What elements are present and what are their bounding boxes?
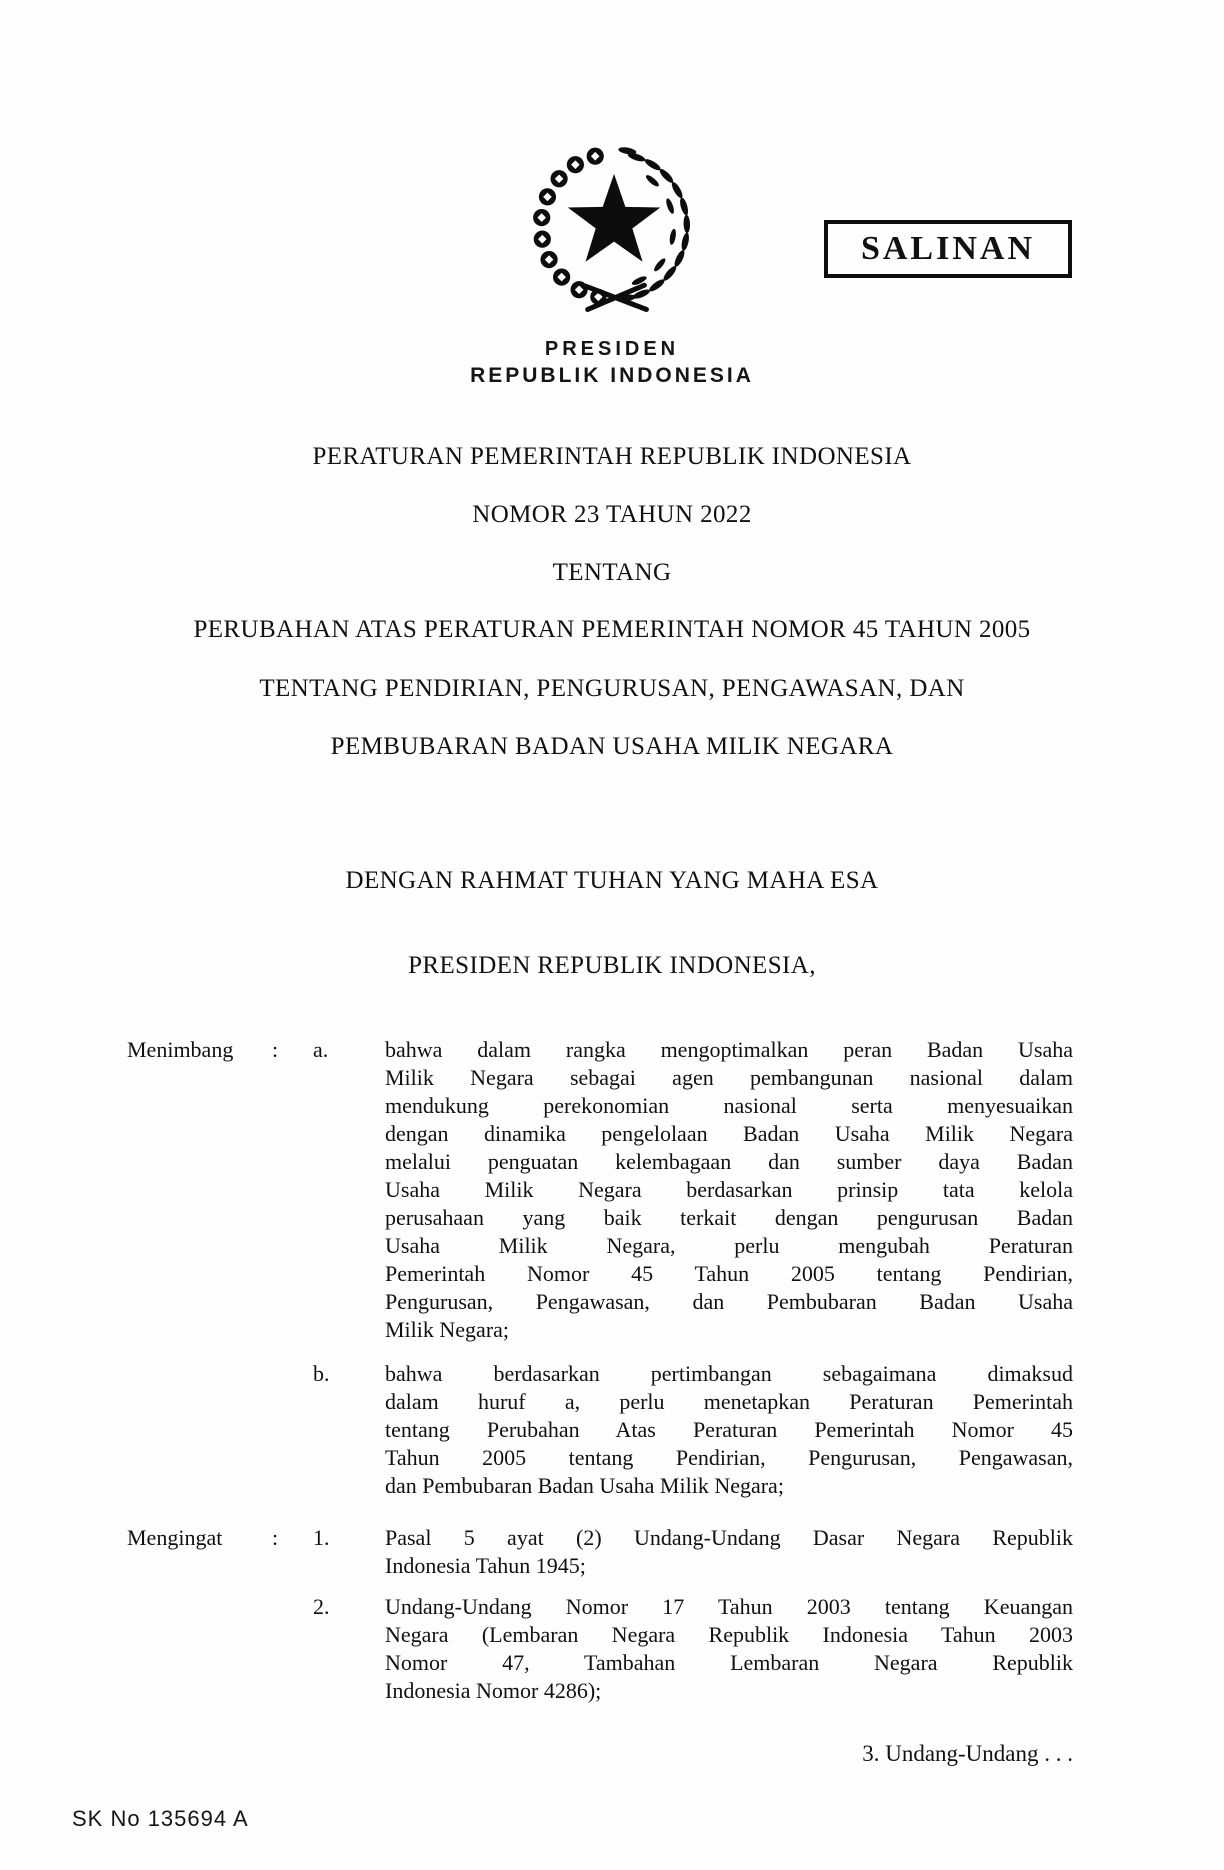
considering-section <box>127 1036 1073 1500</box>
item-text-a: bahwa dalam rangka mengoptimalkan peran Badan Usaha Milik Negara sebagai agen pembangunan nasional dalam mendukung perekonomian nasional serta menyesuaikan dengan dinamika pengelolaan Badan Usaha Milik Negara melalui penguatan kelembagaan dan sumber daya Badan Usaha Milik Negara berdasarkan prinsip tata kelola perusahaan yang baik terkait dengan pengurusan Badan Usaha Milik Negara, perlu mengubah Peraturan Pemerintah Nomor 45 Tahun 2005 tentang Pendirian, Pengurusan, Pengawasan, dan Pembubaran Badan Usaha Milik Negara; <box>385 1037 1073 1342</box>
legal-basis-label: Mengingat <box>127 1525 223 1550</box>
subject-line-1: PERUBAHAN ATAS PERATURAN PEMERINTAH NOMOR 45 TAHUN 2005 <box>193 616 1031 643</box>
item-marker-1: 1. <box>313 1525 330 1550</box>
considering-item-a <box>127 1036 1073 1344</box>
invocation-line: DENGAN RAHMAT TUHAN YANG MAHA ESA <box>345 867 879 894</box>
regulation-title: PERATURAN PEMERINTAH REPUBLIK INDONESIA <box>312 443 912 470</box>
regulation-number: NOMOR 23 TAHUN 2022 <box>472 501 752 528</box>
national-emblem-icon <box>525 136 697 316</box>
item-text-1: Pasal 5 ayat (2) Undang-Undang Dasar Negara Republik Indonesia Tahun 1945; <box>385 1525 1073 1578</box>
legal-basis-item-2 <box>127 1593 1073 1705</box>
item-marker-a: a. <box>313 1037 329 1062</box>
item-marker-b: b. <box>313 1361 330 1386</box>
legal-basis-item-1 <box>127 1524 1073 1580</box>
subject-line-3: PEMBUBARAN BADAN USAHA MILIK NEGARA <box>330 733 894 760</box>
legal-basis-colon: : <box>272 1525 279 1550</box>
salinan-stamp <box>824 220 1072 278</box>
considering-label: Menimbang <box>127 1037 234 1062</box>
legal-basis-section <box>127 1524 1073 1705</box>
catchword: 3. Undang-Undang . . . <box>862 1741 1073 1766</box>
item-text-2: Undang-Undang Nomor 17 Tahun 2003 tentang Keuangan Negara (Lembaran Negara Republik Indonesia Tahun 2003 Nomor 47, Tambahan Lembaran Negara Republik Indonesia Nomor 4286); <box>385 1594 1073 1703</box>
letterhead-presiden: PRESIDEN <box>544 338 680 360</box>
salinan-label: SALINAN <box>860 230 1036 267</box>
tentang-label: TENTANG <box>552 559 672 586</box>
item-text-b: bahwa berdasarkan pertimbangan sebagaimana dimaksud dalam huruf a, perlu menetapkan Peraturan Pemerintah tentang Perubahan Atas Peraturan Pemerintah Nomor 45 Tahun 2005 tentang Pendirian, Pengurusan, Pengawasan, dan Pembubaran Badan Usaha Milik Negara; <box>385 1361 1073 1498</box>
subject-line-2: TENTANG PENDIRIAN, PENGURUSAN, PENGAWASAN, DAN <box>259 675 965 702</box>
considering-colon: : <box>272 1037 279 1062</box>
considering-item-b <box>127 1360 1073 1500</box>
enacting-authority-line: PRESIDEN REPUBLIK INDONESIA, <box>408 952 816 979</box>
doc-control-number: SK No 135694 A <box>72 1806 249 1831</box>
letterhead-republik-indonesia: REPUBLIK INDONESIA <box>470 364 754 387</box>
item-marker-2: 2. <box>313 1594 330 1619</box>
star-icon <box>568 174 660 262</box>
